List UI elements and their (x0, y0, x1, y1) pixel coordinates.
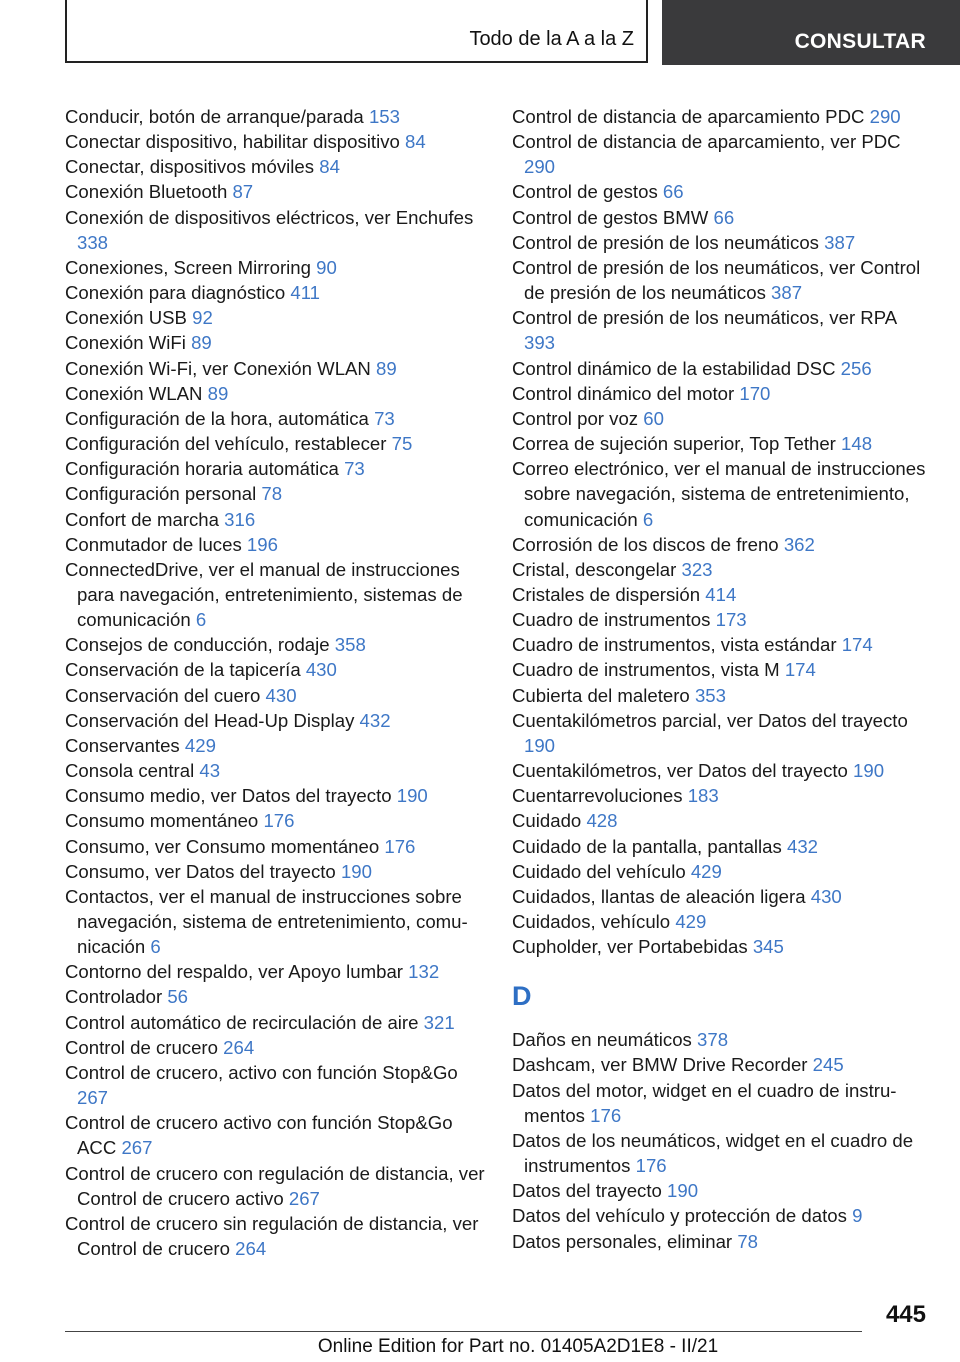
index-entry-text: Control de crucero (65, 1036, 218, 1058)
index-entry-text: Control de presión de los neumáticos, ver Control de presión de los neumáticos (512, 256, 921, 304)
page-reference-link[interactable]: 56 (167, 986, 189, 1008)
index-entry-text: Conexión WiFi (65, 332, 186, 354)
index-entry (65, 884, 485, 959)
index-entry (512, 356, 932, 381)
page-reference-link[interactable]: 256 (840, 357, 872, 379)
page-reference-link[interactable]: 290 (524, 156, 556, 178)
page-reference-link[interactable]: 267 (121, 1137, 153, 1159)
index-entry-text: Conservación del Head-Up Display (65, 709, 355, 731)
index-entry-text: Control de crucero con regulación de distancia, ver Control de crucero activo (65, 1162, 485, 1209)
index-entry (512, 783, 932, 808)
index-entry (512, 431, 932, 456)
page-reference-link[interactable]: 190 (340, 860, 372, 882)
page-reference-link[interactable]: 6 (195, 609, 207, 631)
index-entry (65, 104, 485, 129)
index-entry (65, 657, 485, 682)
index-entry-text: Conservantes (65, 734, 180, 756)
header-section-tab[interactable] (65, 0, 648, 63)
page-reference-link[interactable]: 9 (852, 1205, 863, 1227)
index-entry (512, 834, 932, 859)
index-entry-text: Conexiones, Screen Mirroring (65, 256, 311, 278)
page-reference-link[interactable]: 387 (771, 282, 803, 304)
index-entry (65, 305, 485, 330)
index-entry (512, 657, 932, 682)
page-reference-link[interactable]: 89 (207, 382, 229, 404)
index-group-d (512, 1027, 932, 1253)
index-entry (65, 733, 485, 758)
page-reference-link[interactable]: 358 (334, 634, 366, 656)
index-entry-text: Cuidados, vehículo (512, 911, 671, 932)
index-entry-text: Control de crucero, activo con función Stop&Go (65, 1061, 458, 1083)
index-entry-text: Consumo momentáneo (65, 810, 259, 832)
index-entry (65, 959, 485, 984)
page-reference-link[interactable]: 429 (675, 911, 707, 932)
index-entry (512, 607, 932, 632)
index-entry (65, 356, 485, 381)
page-reference-link[interactable]: 393 (524, 332, 556, 354)
index-entry (65, 1211, 485, 1261)
index-entry-text: Cuidado del vehículo (512, 860, 686, 882)
index-column-left (65, 104, 485, 1261)
page-reference-link[interactable]: 196 (246, 533, 278, 555)
index-entry (65, 1035, 485, 1060)
index-entry (65, 1110, 485, 1160)
page-reference-link[interactable]: 430 (305, 659, 337, 681)
page-reference-link[interactable]: 267 (77, 1087, 109, 1109)
index-entry-text: Consumo, ver Consumo momentáneo (65, 835, 380, 857)
index-entry-text: Datos del trayecto (512, 1180, 662, 1202)
index-entry-text: Control por voz (512, 407, 639, 429)
index-entry (512, 305, 932, 355)
index-entry (65, 456, 485, 481)
footer-edition-text: Online Edition for Part no. 01405A2D1E8 - II/21 (317, 1336, 719, 1357)
header-chapter-tab[interactable] (662, 0, 960, 65)
index-entry-text: Conexión Bluetooth (65, 181, 228, 203)
page-reference-link[interactable]: 66 (713, 206, 735, 228)
index-entry (512, 884, 932, 909)
page-reference-link[interactable]: 92 (192, 307, 213, 329)
index-entry-text: Configuración del vehículo, restablecer (65, 433, 387, 455)
index-entry (65, 708, 485, 733)
index-entry (65, 783, 485, 808)
index-entry-text: Cuadro de instrumentos (512, 609, 711, 631)
page-reference-link[interactable]: 153 (368, 106, 400, 127)
index-entry (512, 381, 932, 406)
index-entry-text: Cuidados, llantas de aleación ligera (512, 885, 806, 907)
page-reference-link[interactable]: 6 (642, 508, 654, 530)
index-entry (65, 632, 485, 657)
index-entry-text: Conexión Wi-Fi, ver Conexión WLAN (65, 357, 371, 379)
index-entry-text: Contactos, ver el manual de instrucciones sobre navegación, sistema de entretenimiento, comunicación (65, 885, 468, 958)
index-entry (512, 934, 932, 959)
index-column-right (512, 104, 932, 1254)
index-entry-text: Configuración personal (65, 483, 257, 505)
page-reference-link[interactable]: 345 (752, 936, 784, 958)
index-entry-text: Corrosión de los discos de freno (512, 533, 779, 555)
index-entry-text: Consumo medio, ver Datos del trayecto (65, 785, 392, 807)
index-entry (65, 532, 485, 557)
index-entry (65, 834, 485, 859)
index-entry-text: Cuentarrevoluciones (512, 785, 683, 807)
index-entry-text: Correa de sujeción superior, Top Tether (512, 433, 836, 455)
page-reference-link[interactable]: 66 (662, 181, 684, 203)
index-group-c (512, 104, 932, 959)
index-entry (512, 1128, 932, 1178)
index-entry-text: Configuración de la hora, automática (65, 407, 369, 429)
index-entry (512, 205, 932, 230)
index-entry-text: Conexión WLAN (65, 382, 203, 404)
index-entry (65, 683, 485, 708)
page-reference-link[interactable]: 432 (359, 709, 391, 731)
index-entry (512, 582, 932, 607)
section-tab-label: Todo de la A a la Z (469, 28, 634, 50)
index-entry (512, 1078, 932, 1128)
index-entry (65, 1060, 485, 1110)
index-entry-text: Datos de los neumáticos, widget en el cuadro de instrumentos (512, 1129, 914, 1177)
page-reference-link[interactable]: 353 (694, 684, 726, 706)
page-reference-link[interactable]: 176 (263, 810, 295, 832)
index-entry-text: Daños en neumáticos (512, 1029, 692, 1051)
index-entry (512, 557, 932, 582)
page-reference-link[interactable]: 176 (590, 1104, 622, 1126)
index-entry (65, 984, 485, 1009)
index-entry (65, 1161, 485, 1211)
page-reference-link[interactable]: 87 (232, 181, 254, 203)
index-entry (512, 406, 932, 431)
index-entry (512, 909, 932, 934)
index-entry-text: Consumo, ver Datos del trayecto (65, 860, 336, 882)
page-number: 445 (885, 1301, 926, 1328)
section-letter-heading: D (512, 981, 532, 1012)
index-entry-text: Control de crucero sin regulación de distancia, ver Control de crucero (65, 1212, 479, 1260)
index-entry (512, 1027, 932, 1052)
page-reference-link[interactable]: 174 (784, 659, 816, 681)
page-reference-link[interactable]: 190 (667, 1180, 699, 1202)
index-entry (65, 280, 485, 305)
page-reference-link[interactable]: 75 (391, 433, 413, 455)
page-reference-link[interactable]: 414 (705, 583, 737, 605)
page-reference-link[interactable]: 267 (288, 1187, 320, 1209)
index-entry-text: Conducir, botón de arranque/parada (65, 106, 364, 127)
index-entry-text: Conservación de la tapicería (65, 659, 301, 681)
index-entry-text: Conexión para diagnóstico (65, 282, 286, 304)
index-entry (512, 1178, 932, 1203)
index-entry (65, 808, 485, 833)
index-entry-text: Control de gestos BMW (512, 206, 709, 228)
index-entry-text: Cristales de dispersión (512, 583, 701, 605)
page-reference-link[interactable]: 190 (396, 785, 428, 807)
page-reference-link[interactable]: 264 (223, 1036, 255, 1058)
index-entry-text: Control de distancia de aparcamiento, ver PDC (512, 131, 901, 153)
index-entry (512, 230, 932, 255)
page-reference-link[interactable]: 84 (405, 131, 426, 153)
index-entry (65, 330, 485, 355)
index-entry-text: Cuadro de instrumentos, vista M (512, 659, 780, 681)
footer-divider (65, 1331, 862, 1332)
page-reference-link[interactable]: 387 (824, 231, 856, 253)
index-entry-text: Cuentakilómetros parcial, ver Datos del trayecto (512, 709, 908, 731)
page-reference-link[interactable]: 190 (524, 734, 556, 756)
index-entry (512, 104, 932, 129)
index-entry-text: Control de gestos (512, 181, 658, 203)
index-entry (65, 557, 485, 632)
index-entry-text: Conectar dispositivo, habilitar dispositivo (65, 131, 400, 153)
index-entry-text: Cuadro de instrumentos, vista estándar (512, 634, 837, 656)
page-reference-link[interactable]: 6 (150, 936, 161, 958)
index-entry-text: Cristal, descongelar (512, 558, 677, 580)
page-reference-link[interactable]: 323 (681, 558, 713, 580)
index-entry (65, 205, 485, 255)
page-reference-link[interactable]: 89 (376, 357, 397, 379)
index-entry-text: Contorno del respaldo, ver Apoyo lumbar (65, 961, 403, 983)
index-entry (65, 859, 485, 884)
index-entry (65, 179, 485, 204)
page-reference-link[interactable]: 73 (374, 407, 395, 429)
page-reference-link[interactable]: 176 (384, 835, 416, 857)
page-reference-link[interactable]: 411 (290, 282, 321, 304)
page-reference-link[interactable]: 84 (319, 156, 340, 178)
index-entry-text: Datos del vehículo y protección de datos (512, 1205, 847, 1227)
index-entry-text: Control automático de recirculación de aire (65, 1011, 419, 1033)
page-reference-link[interactable]: 60 (643, 407, 664, 429)
index-entry (65, 758, 485, 783)
index-entry-text: Consola central (65, 760, 195, 782)
page-reference-link[interactable]: 321 (423, 1011, 455, 1033)
index-entry-text: Confort de marcha (65, 508, 219, 530)
index-entry-text: Control de presión de los neumáticos, ver RPA (512, 307, 897, 329)
page-reference-link[interactable]: 174 (841, 634, 873, 656)
page-reference-link[interactable]: 430 (265, 684, 297, 706)
page-reference-link[interactable]: 362 (783, 533, 815, 555)
index-entry-text: Control de distancia de aparcamiento PDC (512, 106, 865, 127)
index-entry-text: Conexión USB (65, 307, 187, 329)
page-reference-link[interactable]: 148 (841, 433, 873, 455)
index-entry-text: Controlador (65, 986, 163, 1008)
page-reference-link[interactable]: 173 (715, 609, 747, 631)
page-reference-link[interactable]: 429 (184, 734, 216, 756)
index-entry-text: Conservación del cuero (65, 684, 261, 706)
page-reference-link[interactable]: 89 (191, 332, 212, 354)
page-reference-link[interactable]: 245 (812, 1054, 844, 1076)
index-entry (65, 154, 485, 179)
page-reference-link[interactable]: 90 (316, 256, 337, 278)
index-entry-text: Cuentakilómetros, ver Datos del trayecto (512, 760, 848, 782)
index-entry-text: Consejos de conducción, rodaje (65, 634, 330, 656)
page-reference-link[interactable]: 78 (737, 1230, 758, 1252)
index-entry (65, 1010, 485, 1035)
index-entry (512, 1203, 932, 1228)
page-reference-link[interactable]: 170 (739, 382, 771, 404)
index-entry-text: Cubierta del maletero (512, 684, 690, 706)
index-entry (512, 758, 932, 783)
page-reference-link[interactable]: 429 (690, 860, 722, 882)
index-entry (512, 255, 932, 305)
index-entry (65, 406, 485, 431)
page-reference-link[interactable]: 264 (235, 1238, 267, 1260)
index-entry (65, 255, 485, 280)
index-entry-text: Cuidado (512, 810, 582, 832)
page-reference-link[interactable]: 132 (408, 961, 440, 983)
index-entry-text: Conmutador de luces (65, 533, 242, 555)
index-entry (65, 481, 485, 506)
page-reference-link[interactable]: 73 (344, 458, 365, 480)
index-entry (512, 683, 932, 708)
index-entry (512, 859, 932, 884)
index-entry-text: Datos personales, eliminar (512, 1230, 733, 1252)
index-entry-text: Dashcam, ver BMW Drive Recorder (512, 1054, 808, 1076)
page-reference-link[interactable]: 176 (635, 1155, 667, 1177)
index-entry (65, 129, 485, 154)
index-entry (512, 708, 932, 758)
index-entry-text: Control de crucero activo con función Stop&Go ACC (65, 1112, 453, 1159)
page-reference-link[interactable]: 378 (697, 1029, 729, 1051)
index-entry-text: Control dinámico del motor (512, 382, 735, 404)
chapter-tab-label: CONSULTAR (794, 30, 926, 53)
page-reference-link[interactable]: 78 (261, 483, 283, 505)
page-reference-link[interactable]: 190 (853, 760, 885, 782)
index-entry (512, 129, 932, 179)
page-reference-link[interactable]: 316 (224, 508, 256, 530)
page-reference-link[interactable]: 432 (786, 835, 819, 857)
page-reference-link[interactable]: 290 (869, 106, 901, 127)
index-entry (512, 1229, 932, 1254)
page-reference-link[interactable]: 338 (77, 231, 109, 253)
index-entry (512, 808, 932, 833)
index-entry-text: Conectar, dispositivos móviles (65, 156, 315, 178)
index-entry-text: Configuración horaria automática (65, 458, 339, 480)
index-entry (65, 381, 485, 406)
index-entry-text: Datos del motor, widget en el cuadro de instrumentos (512, 1079, 897, 1126)
index-entry (512, 179, 932, 204)
index-entry-text: ConnectedDrive, ver el manual de instrucciones para navegación, entretenimiento, sistemas de comunicación (65, 558, 463, 631)
page-reference-link[interactable]: 183 (687, 785, 719, 807)
index-entry-text: Control dinámico de la estabilidad DSC (512, 357, 836, 379)
index-entry-text: Correo electrónico, ver el manual de instrucciones sobre navegación, sistema de entretenimiento, comunicación (512, 458, 926, 530)
page-reference-link[interactable]: 430 (810, 885, 842, 907)
index-entry (65, 431, 485, 456)
index-entry-text: Conexión de dispositivos eléctricos, ver Enchufes (65, 206, 474, 228)
index-entry-text: Cupholder, ver Portabebidas (512, 936, 748, 958)
page-reference-link[interactable]: 43 (199, 760, 221, 782)
index-entry (512, 456, 932, 531)
index-entry-text: Cuidado de la pantalla, pantallas (512, 835, 782, 857)
index-entry (512, 1052, 932, 1077)
index-entry (65, 507, 485, 532)
page-reference-link[interactable]: 428 (586, 810, 618, 832)
index-entry (512, 532, 932, 557)
index-entry (512, 632, 932, 657)
index-entry-text: Control de presión de los neumáticos (512, 231, 819, 253)
